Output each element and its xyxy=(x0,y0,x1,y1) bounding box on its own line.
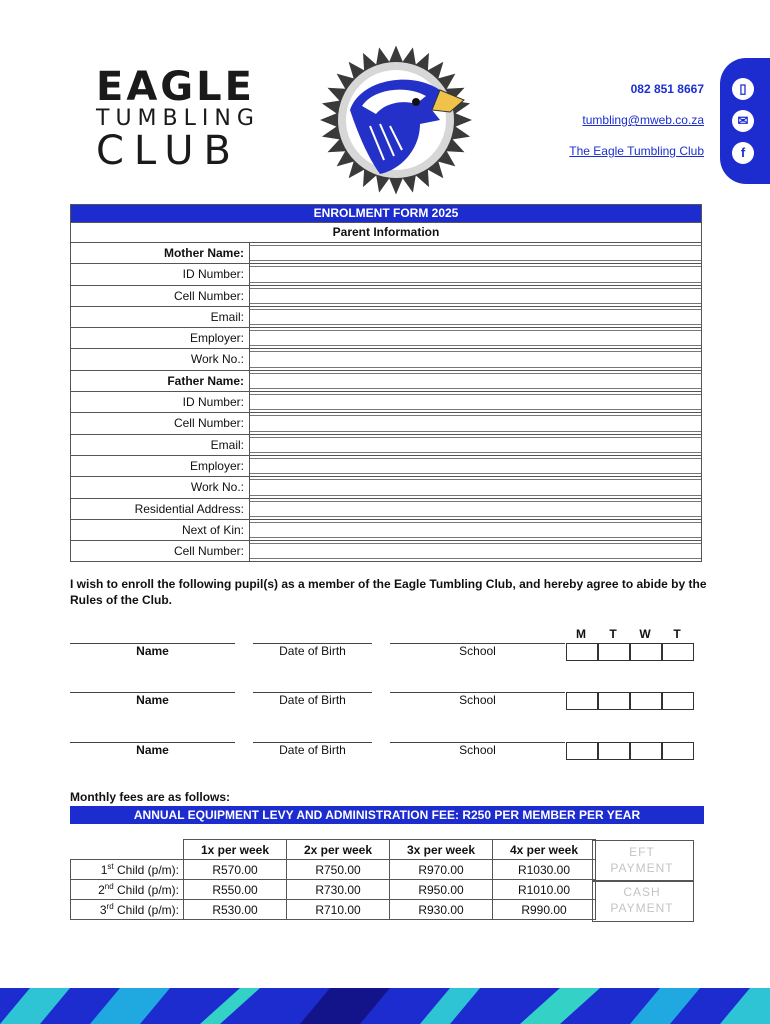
school-label: School xyxy=(459,693,496,707)
dob-label: Date of Birth xyxy=(279,644,346,658)
enrolment-form xyxy=(70,204,702,562)
cash-label-2: PAYMENT xyxy=(610,901,674,915)
fee-cell: R970.00 xyxy=(390,860,493,880)
day-header: M xyxy=(576,627,586,641)
fee-row xyxy=(71,880,596,900)
day-header: W xyxy=(639,627,651,641)
day-header: T xyxy=(673,627,681,641)
cash-label: CASH xyxy=(623,885,661,899)
child-label: Child (p/m): xyxy=(113,883,179,897)
contact-side-tab xyxy=(720,58,770,184)
fees-title: Monthly fees are as follows: xyxy=(70,790,231,804)
day-checkbox[interactable] xyxy=(566,692,598,710)
fees-col-header: 1x per week xyxy=(184,840,287,860)
day-checkbox[interactable] xyxy=(630,692,662,710)
field-input[interactable] xyxy=(250,543,701,559)
field-input[interactable] xyxy=(250,309,701,325)
form-row xyxy=(71,348,701,369)
ordinal-suffix: rd xyxy=(106,902,114,911)
form-row xyxy=(71,455,701,476)
name-label: Name xyxy=(136,743,169,757)
form-row xyxy=(71,327,701,348)
fee-cell: R1030.00 xyxy=(493,860,596,880)
facebook-icon[interactable]: f xyxy=(732,142,754,164)
fee-cell: R550.00 xyxy=(184,880,287,900)
field-input[interactable] xyxy=(250,479,701,495)
field-label: Cell Number: xyxy=(71,541,250,561)
day-checkbox[interactable] xyxy=(662,643,694,661)
field-label: Mother Name: xyxy=(71,243,250,263)
day-header: T xyxy=(609,627,617,641)
day-checkbox[interactable] xyxy=(662,742,694,760)
day-checkbox[interactable] xyxy=(662,692,694,710)
field-input[interactable] xyxy=(250,330,701,346)
form-row xyxy=(71,498,701,519)
form-row xyxy=(71,306,701,327)
child-label: Child (p/m): xyxy=(113,903,179,917)
logo-tumbling-text: TUMBLING xyxy=(96,106,260,131)
day-checkbox[interactable] xyxy=(598,742,630,760)
field-label: Email: xyxy=(71,435,250,455)
fee-row-label xyxy=(71,860,184,880)
fees-table xyxy=(70,839,596,920)
form-row xyxy=(71,540,701,561)
field-input[interactable] xyxy=(250,245,701,261)
facebook-link[interactable]: The Eagle Tumbling Club xyxy=(569,144,704,158)
child-number: 1 xyxy=(100,863,108,877)
form-row xyxy=(71,285,701,306)
email-icon[interactable]: ✉ xyxy=(732,110,754,132)
fee-cell: R750.00 xyxy=(287,860,390,880)
day-checkbox[interactable] xyxy=(598,692,630,710)
fee-row xyxy=(71,860,596,880)
day-checkbox[interactable] xyxy=(566,643,598,661)
fee-cell: R710.00 xyxy=(287,900,390,920)
field-label: Work No.: xyxy=(71,477,250,497)
form-row xyxy=(71,242,701,263)
name-label: Name xyxy=(136,693,169,707)
fee-cell: R1010.00 xyxy=(493,880,596,900)
form-row xyxy=(71,412,701,433)
ordinal-suffix: st xyxy=(107,862,114,871)
field-label: Cell Number: xyxy=(71,413,250,433)
levy-banner: ANNUAL EQUIPMENT LEVY AND ADMINISTRATION FEE: R250 PER MEMBER PER YEAR xyxy=(70,806,704,824)
dob-label: Date of Birth xyxy=(279,743,346,757)
child-number: 3 xyxy=(99,903,107,917)
fee-row-label xyxy=(71,880,184,900)
field-input[interactable] xyxy=(250,394,701,410)
fee-row xyxy=(71,900,596,920)
field-input[interactable] xyxy=(250,266,701,282)
child-label: Child (p/m): xyxy=(113,863,179,877)
field-input[interactable] xyxy=(250,415,701,431)
eft-label: EFT xyxy=(629,845,655,859)
fee-cell: R950.00 xyxy=(390,880,493,900)
day-checkbox[interactable] xyxy=(630,742,662,760)
field-input[interactable] xyxy=(250,351,701,367)
field-input[interactable] xyxy=(250,501,701,517)
name-label: Name xyxy=(136,644,169,658)
email-link[interactable]: tumbling@mweb.co.za xyxy=(582,113,704,127)
fees-col-header: 2x per week xyxy=(287,840,390,860)
field-label: Cell Number: xyxy=(71,286,250,306)
school-label: School xyxy=(459,644,496,658)
fees-col-header: 3x per week xyxy=(390,840,493,860)
form-row xyxy=(71,391,701,412)
fee-cell: R570.00 xyxy=(184,860,287,880)
field-input[interactable] xyxy=(250,458,701,474)
form-subtitle: Parent Information xyxy=(71,222,701,242)
field-label: Father Name: xyxy=(71,371,250,391)
form-row xyxy=(71,370,701,391)
footer-pattern xyxy=(0,988,770,1024)
fee-cell: R530.00 xyxy=(184,900,287,920)
day-checkbox[interactable] xyxy=(630,643,662,661)
logo-eagle-text: EAGLE xyxy=(96,64,255,110)
fee-row-label xyxy=(71,900,184,920)
form-row xyxy=(71,434,701,455)
field-input[interactable] xyxy=(250,373,701,389)
fee-cell: R990.00 xyxy=(493,900,596,920)
day-checkbox[interactable] xyxy=(598,643,630,661)
field-input[interactable] xyxy=(250,522,701,538)
field-label: Employer: xyxy=(71,456,250,476)
field-label: Next of Kin: xyxy=(71,520,250,540)
dob-label: Date of Birth xyxy=(279,693,346,707)
fees-col-header: 4x per week xyxy=(493,840,596,860)
field-label: Email: xyxy=(71,307,250,327)
day-checkbox[interactable] xyxy=(566,742,598,760)
field-label: Residential Address: xyxy=(71,499,250,519)
fee-cell: R930.00 xyxy=(390,900,493,920)
form-row xyxy=(71,476,701,497)
school-label: School xyxy=(459,743,496,757)
logo-club-text: CLUB xyxy=(96,128,241,174)
form-title: ENROLMENT FORM 2025 xyxy=(71,205,701,222)
eft-label-2: PAYMENT xyxy=(610,861,674,875)
agreement-text: I wish to enroll the following pupil(s) as a member of the Eagle Tumbling Club, and hereby agree to abide by the Rules of the Club. xyxy=(70,577,707,607)
field-input[interactable] xyxy=(250,288,701,304)
field-label: ID Number: xyxy=(71,264,250,284)
fee-cell: R730.00 xyxy=(287,880,390,900)
phone-number[interactable]: 082 851 8667 xyxy=(630,82,704,96)
form-row xyxy=(71,519,701,540)
eagle-emblem-icon xyxy=(300,40,492,200)
fees-corner xyxy=(71,840,184,860)
field-label: ID Number: xyxy=(71,392,250,412)
field-label: Work No.: xyxy=(71,349,250,369)
phone-icon[interactable]: ▯ xyxy=(732,78,754,100)
field-input[interactable] xyxy=(250,437,701,453)
field-label: Employer: xyxy=(71,328,250,348)
form-row xyxy=(71,263,701,284)
ordinal-suffix: nd xyxy=(104,882,114,891)
child-number: 2 xyxy=(98,883,105,897)
